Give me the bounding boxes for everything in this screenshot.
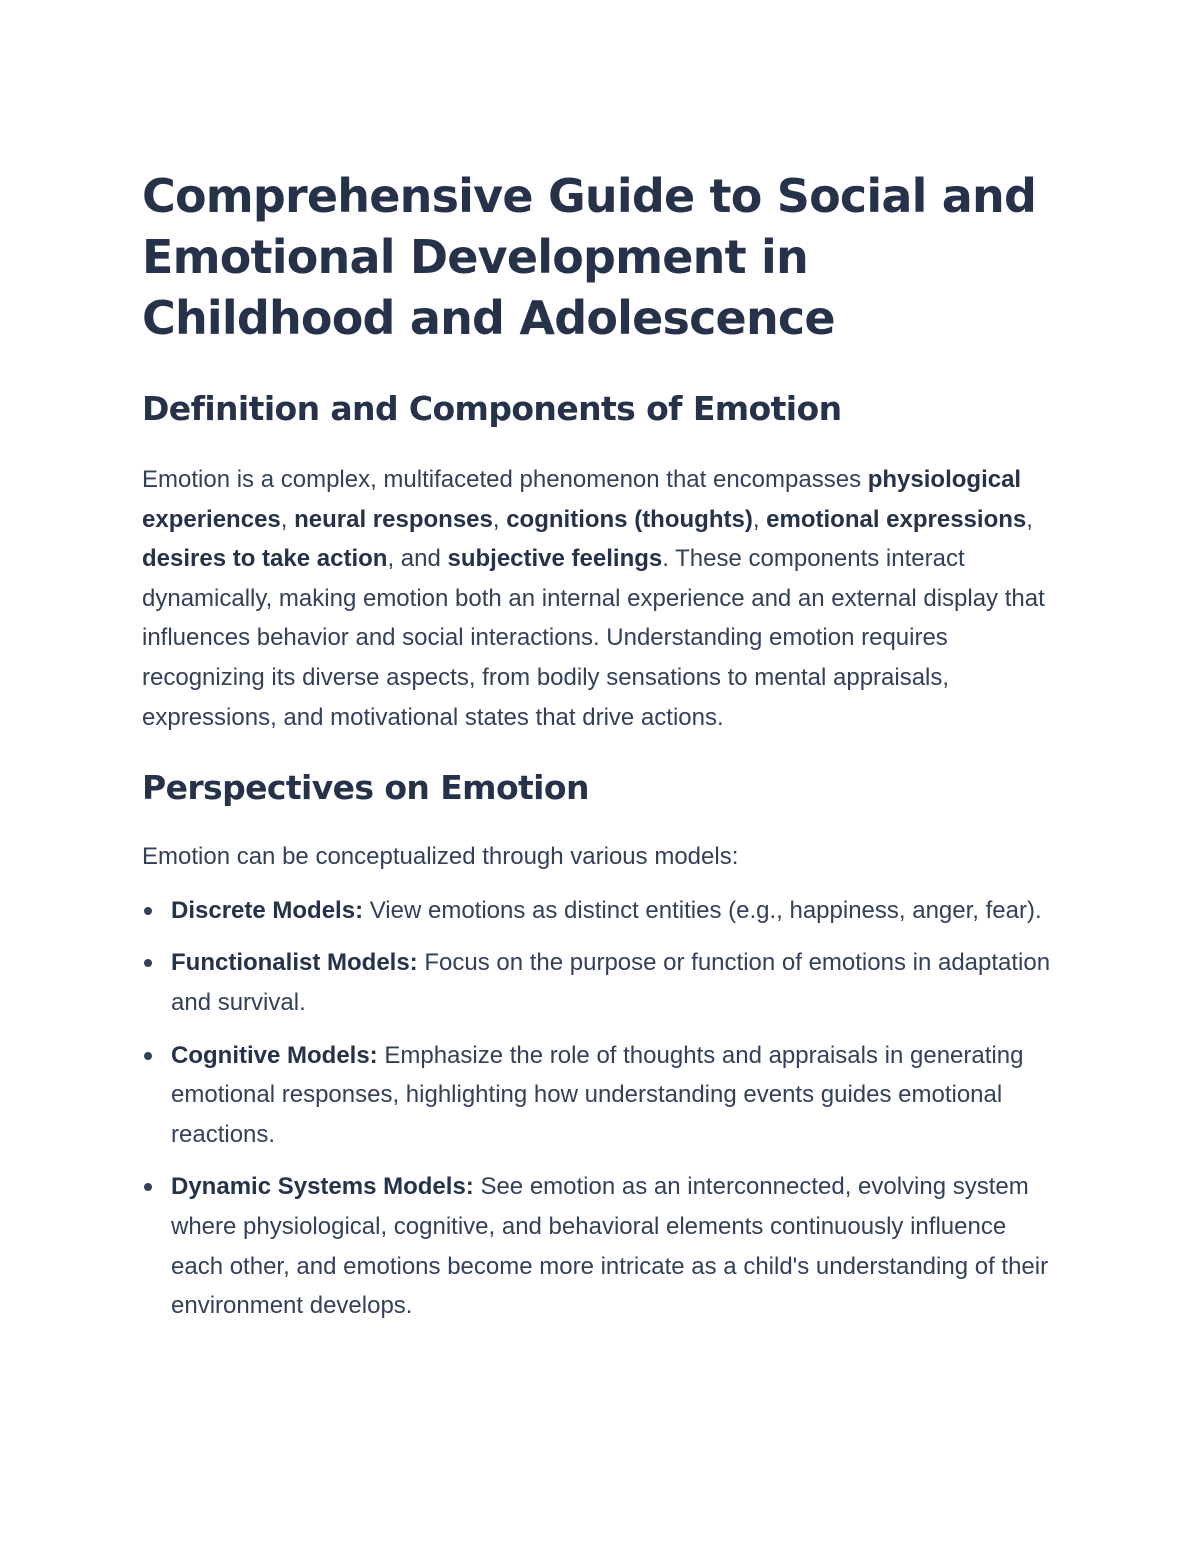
section-heading-definition: Definition and Components of Emotion xyxy=(142,389,842,428)
definition-paragraph xyxy=(142,460,1062,737)
model-description: Emphasize the role of thoughts and appraisals in generating emotional responses, highlighting how understanding events guides emotional reactions. xyxy=(171,1041,1024,1148)
model-description: See emotion as an interconnected, evolving system where physiological, cognitive, and behavioral elements continuously influence each other, and emotions become more intricate as a child's understanding of their environment develops. xyxy=(171,1173,1049,1320)
bullet-icon xyxy=(144,1052,152,1060)
bullet-icon xyxy=(144,1183,152,1191)
separator: , xyxy=(1026,505,1033,533)
document-title: Comprehensive Guide to Social and Emotional Development in Childhood and Adolescence xyxy=(142,169,1037,345)
list-item xyxy=(142,1167,1062,1325)
document-page xyxy=(142,166,1062,1339)
model-label: Cognitive Models: xyxy=(171,1041,378,1069)
models-list xyxy=(142,891,1062,1326)
model-description: View emotions as distinct entities (e.g., happiness, anger, fear). xyxy=(363,896,1042,924)
separator: , xyxy=(280,505,295,533)
list-item xyxy=(142,943,1062,1022)
component-term: emotional expressions xyxy=(766,505,1027,533)
separator: , and xyxy=(387,545,448,573)
section-heading-perspectives: Perspectives on Emotion xyxy=(142,768,589,808)
component-term: subjective feelings xyxy=(447,545,663,573)
model-description: Focus on the purpose or function of emotions in adaptation and survival. xyxy=(171,949,1051,1016)
bullet-icon xyxy=(144,959,152,967)
model-label: Functionalist Models: xyxy=(171,949,418,977)
list-item xyxy=(142,891,1062,931)
paragraph-text: . These components interact dynamically, making emotion both an internal experience and an external display that influences behavior and social interactions. Understanding emotion requires recognizing its diverse aspects, from bodily sensations to mental appraisals, expressions, and motivational states that drive actions. xyxy=(142,545,1045,731)
paragraph-text: Emotion is a complex, multifaceted phenomenon that encompasses xyxy=(142,466,868,493)
model-label: Dynamic Systems Models: xyxy=(171,1173,474,1201)
separator: , xyxy=(752,505,767,533)
component-term: desires to take action xyxy=(142,545,388,573)
list-item xyxy=(142,1036,1062,1155)
component-term: physiological experiences xyxy=(142,466,1022,533)
bullet-icon xyxy=(144,907,152,915)
component-term: cognitions (thoughts) xyxy=(506,505,753,533)
component-term: neural responses xyxy=(294,505,493,533)
model-label: Discrete Models: xyxy=(171,896,364,924)
separator: , xyxy=(492,505,507,533)
perspectives-intro: Emotion can be conceptualized through various models: xyxy=(142,843,739,871)
